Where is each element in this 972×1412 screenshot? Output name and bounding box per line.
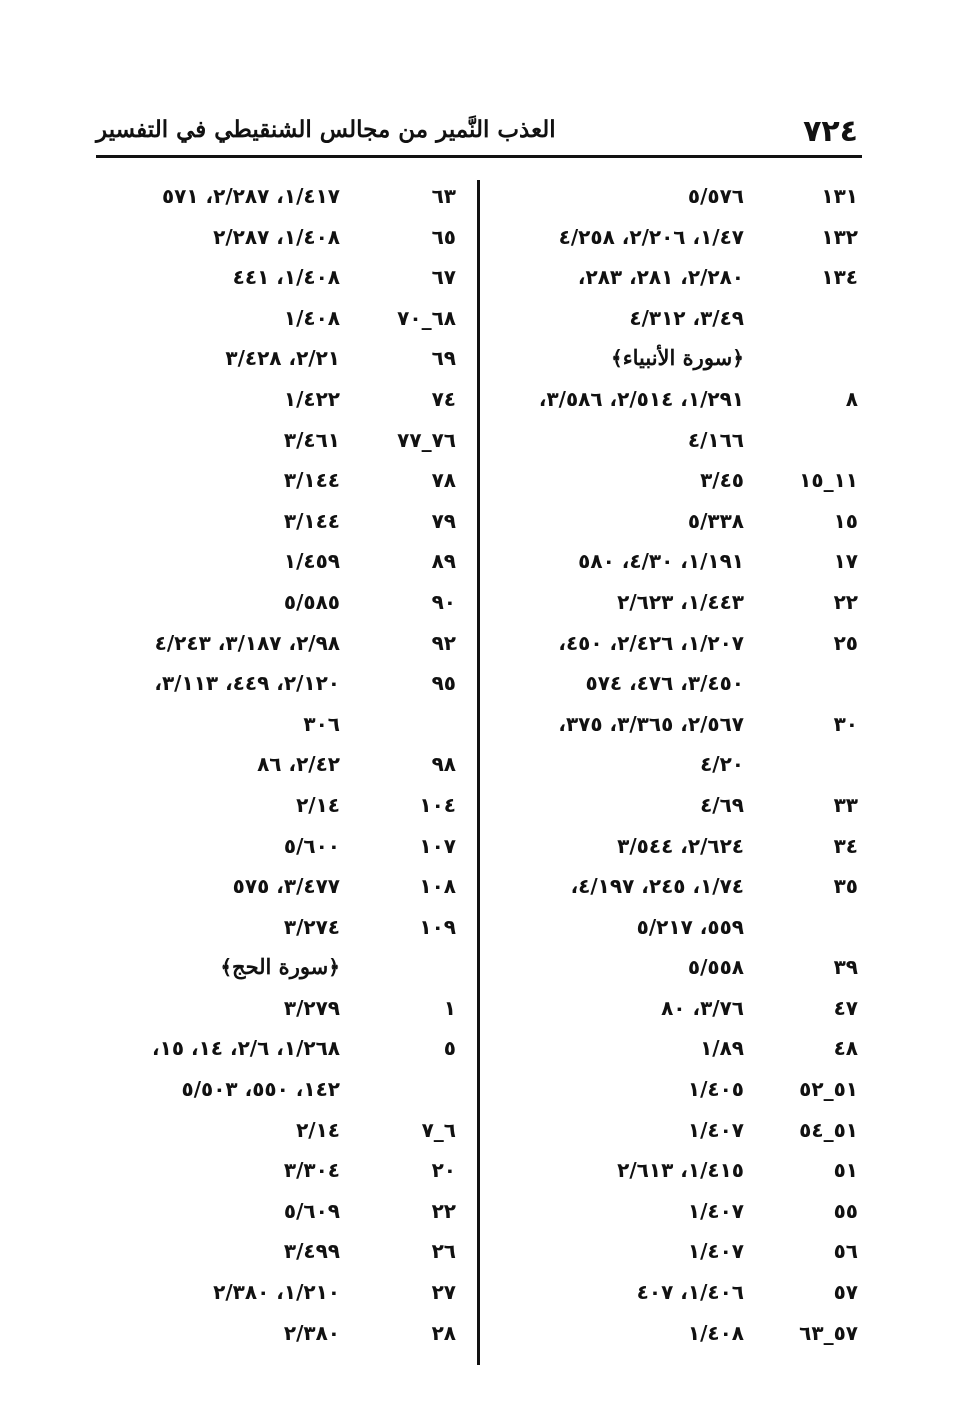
index-row [96,1150,464,1191]
index-row [96,582,464,623]
verse-number: ٩٨ [431,752,456,777]
volume-page-references: ٢/١٤ [296,1117,340,1142]
ornate-bracket-close: ﴾ [611,346,623,371]
page-header [96,112,862,152]
volume-page-references: ١/١٩١، ٤/٣٠، ٥٨٠ [578,549,744,574]
index-row [96,785,464,826]
verse-number: ١٠٤ [419,792,456,817]
volume-page-references: ١/٤٥٩ [283,549,340,574]
index-row [490,1191,862,1232]
volume-page-references: ٤/١٦٦ [687,427,744,452]
index-row [96,298,464,339]
surah-heading-row [96,947,464,988]
volume-page-references: ٢/٤٢، ٨٦ [257,752,340,777]
verse-number: ١٥ [833,508,858,533]
index-row [490,907,862,948]
index-row [490,217,862,258]
verse-number: ٨٩ [431,549,456,574]
volume-page-references: ١/٤٠٧ [687,1198,744,1223]
volume-page-references: ٢/١٤ [296,792,340,817]
verse-number: ٥٧ [833,1280,858,1305]
volume-page-references: ٣/٤٦١ [283,427,340,452]
surah-title: سورة الحج [232,954,329,980]
index-row [96,1110,464,1151]
verse-number: ٢٢ [833,589,858,614]
index-row [96,1272,464,1313]
volume-page-references: ٥/٣٣٨ [687,508,744,533]
index-row [490,826,862,867]
index-row [96,1191,464,1232]
running-title: العذب النَّمير من مجالس الشنقيطي في التفسير [96,116,556,143]
volume-page-references: ١/٤٠٨ [283,305,340,330]
verse-number: ١٠٩ [419,914,456,939]
volume-page-references: ١/٤٠٧ [687,1239,744,1264]
volume-page-references: ١/٧٤، ٢٤٥، ٤/١٩٧، [570,874,744,899]
index-row [490,257,862,298]
index-row [490,866,862,907]
volume-page-references: ١/٤٠٦، ٤٠٧ [636,1280,744,1305]
verse-number: ١٠٨ [419,874,456,899]
index-row [96,623,464,664]
volume-page-references: ٣/١٤٤ [283,508,340,533]
verse-number: ٩٢ [431,630,456,655]
volume-page-references: ١/٤٤٣، ٢/٦٢٣ [617,589,744,614]
ornate-bracket-open: ﴿ [732,346,744,371]
verse-number: ٢٦ [431,1239,456,1264]
index-row [490,1028,862,1069]
index-row [96,826,464,867]
volume-page-references: ١/٤٢٢ [283,386,340,411]
volume-page-references: ٢/٩٨، ٣/١٨٧، ٤/٢٤٣ [154,630,340,655]
index-row [96,541,464,582]
volume-page-references: ٥٥٩، ٥/٢١٧ [636,914,744,939]
verse-number: ٤٧ [833,995,858,1020]
volume-page-references: ١/٤٠٨ [687,1320,744,1345]
verse-number: ٨ [845,386,858,411]
index-row [96,379,464,420]
volume-page-references: ٥/٦٠٠ [283,833,340,858]
index-row [490,744,862,785]
verse-number: ٤٨ [833,1036,858,1061]
verse-number: ٥١_٥٢ [799,1077,858,1102]
verse-number: ٧٤ [431,386,456,411]
volume-page-references: ٥/٦٠٩ [283,1198,340,1223]
verse-number: ٥١_٥٤ [799,1117,858,1142]
volume-page-references: ٣/٧٦، ٨٠ [661,995,744,1020]
index-row [490,1231,862,1272]
index-column-left [96,176,464,1353]
verse-number: ٣٣ [833,792,858,817]
volume-page-references: ١/٢١٠، ٢/٣٨٠ [213,1280,340,1305]
volume-page-references: ١/٤١٥، ٢/٦١٣ [617,1158,744,1183]
verse-number: ٢٨ [431,1320,456,1345]
verse-number: ٢٢ [431,1198,456,1223]
verse-number: ٩٠ [431,589,456,614]
verse-number: ٣٥ [833,874,858,899]
verse-number: ١٠٧ [419,833,456,858]
volume-page-references: ١/٢٦٨، ٢/٦، ١٤، ١٥، [152,1036,340,1061]
surah-heading [490,338,744,379]
index-row [490,623,862,664]
verse-number: ٣٩ [833,955,858,980]
verse-number: ١٣٤ [821,265,858,290]
verse-number: ١٣١ [821,184,858,208]
index-row [490,176,862,217]
volume-page-references: ٢/٦٢٤، ٣/٥٤٤ [617,833,744,858]
volume-page-references: ٤/٦٩ [700,792,744,817]
verse-number: ٩٥ [431,671,456,696]
index-row [96,988,464,1029]
verse-number: ١١_١٥ [799,468,858,493]
ornate-bracket-open: ﴿ [328,955,340,980]
verse-number: ٦٣ [431,184,456,208]
verse-number: ٧٩ [431,508,456,533]
verse-number: ٦٨_٧٠ [397,305,456,330]
column-divider [477,180,480,1365]
index-row [490,420,862,461]
volume-page-references: ١/٢٩١، ٢/٥١٤، ٣/٥٨٦، [538,386,744,411]
index-row [96,907,464,948]
index-row [96,744,464,785]
volume-page-references: ٥/٥٧٦ [687,184,744,208]
volume-page-references: ٢/١٢٠، ٤٤٩، ٣/١١٣، [154,671,340,696]
verse-number: ٢٥ [833,630,858,655]
index-row [96,663,464,704]
verse-number: ٧٦_٧٧ [397,427,456,452]
verse-number: ٣٤ [833,833,858,858]
verse-number: ٥ [443,1036,456,1061]
index-row [490,582,862,623]
index-row [96,420,464,461]
index-row [96,1313,464,1354]
verse-number: ٦٧ [431,265,456,290]
index-row [96,866,464,907]
volume-page-references: ٣/٤٥ [700,468,744,493]
index-column-right [490,176,862,1353]
index-row [96,501,464,542]
volume-page-references: ٣/١٤٤ [283,468,340,493]
index-row [490,704,862,745]
index-row [490,1150,862,1191]
volume-page-references: ٤/٢٠ [700,752,744,777]
surah-heading [96,947,340,988]
volume-page-references: ٣/٣٠٤ [283,1158,340,1183]
index-row [490,1313,862,1354]
index-row [490,1069,862,1110]
index-row [490,298,862,339]
verse-number: ٦٥ [431,224,456,249]
volume-page-references: ٣/٤٥٠، ٤٧٦، ٥٧٤ [585,671,744,696]
volume-page-references: ١/٤١٧، ٢/٢٨٧، ٥٧١ [161,184,340,208]
verse-number: ٥٧_٦٣ [799,1320,858,1345]
index-row [96,704,464,745]
verse-number: ١٧ [833,549,858,574]
index-row [490,988,862,1029]
volume-page-references: ٣/٢٧٩ [283,995,340,1020]
index-row [96,176,464,217]
verse-number: ٣٠ [833,711,858,736]
index-row [490,1110,862,1151]
volume-page-references: ٢/٢١، ٣/٤٢٨ [225,346,340,371]
verse-number: ١٣٢ [821,224,858,249]
page-number: ٧٢٤ [803,114,858,149]
verse-number: ٢٧ [431,1280,456,1305]
index-row [490,947,862,988]
volume-page-references: ٣٠٦ [303,711,340,736]
index-row [96,1231,464,1272]
index-row [490,785,862,826]
index-row [490,541,862,582]
index-row [96,257,464,298]
volume-page-references: ١/٢٠٧، ٢/٤٢٦، ٤٥٠، [558,630,744,655]
index-row [96,217,464,258]
verse-number: ٥٦ [833,1239,858,1264]
volume-page-references: ٥/٥٥٨ [687,955,744,980]
volume-page-references: ١/٤٠٨، ٤٤١ [232,265,340,290]
volume-page-references: ٢/٥٦٧، ٣/٣٦٥، ٣٧٥، [558,711,744,736]
index-row [96,460,464,501]
header-rule [96,155,862,158]
volume-page-references: ١/٨٩ [700,1036,744,1061]
volume-page-references: ١/٤٧، ٢/٢٠٦، ٤/٢٥٨ [558,224,744,249]
volume-page-references: ٣/٤٩٩ [283,1239,340,1264]
index-row [96,1028,464,1069]
verse-number: ٥٥ [833,1198,858,1223]
surah-heading-row [490,338,862,379]
verse-number: ٦٩ [431,346,456,371]
volume-page-references: ١/٤٠٥ [687,1077,744,1102]
volume-page-references: ٣/٢٧٤ [283,914,340,939]
volume-page-references: ٢/٢٨٠، ٢٨١، ٢٨٣، [577,265,744,290]
verse-number: ٦_٧ [421,1117,456,1142]
index-row [490,460,862,501]
verse-number: ٢٠ [431,1158,456,1183]
index-row [96,1069,464,1110]
volume-page-references: ١٤٢، ٥٥٠، ٥/٥٠٣ [181,1077,340,1102]
volume-page-references: ٥/٥٨٥ [283,589,340,614]
index-row [490,379,862,420]
volume-page-references: ١/٤٠٨، ٢/٢٨٧ [213,224,340,249]
ornate-bracket-close: ﴾ [220,955,233,980]
index-row [96,338,464,379]
index-row [490,663,862,704]
volume-page-references: ٣/٤٧٧، ٥٧٥ [232,874,340,899]
verse-number: ٧٨ [431,468,456,493]
index-row [490,501,862,542]
verse-number: ٥١ [833,1158,858,1183]
verse-number: ١ [443,995,456,1020]
surah-title: سورة الأنبياء [622,345,733,371]
volume-page-references: ٣/٤٩، ٤/٣١٢ [629,305,744,330]
volume-page-references: ١/٤٠٧ [687,1117,744,1142]
index-row [490,1272,862,1313]
volume-page-references: ٢/٣٨٠ [283,1320,340,1345]
